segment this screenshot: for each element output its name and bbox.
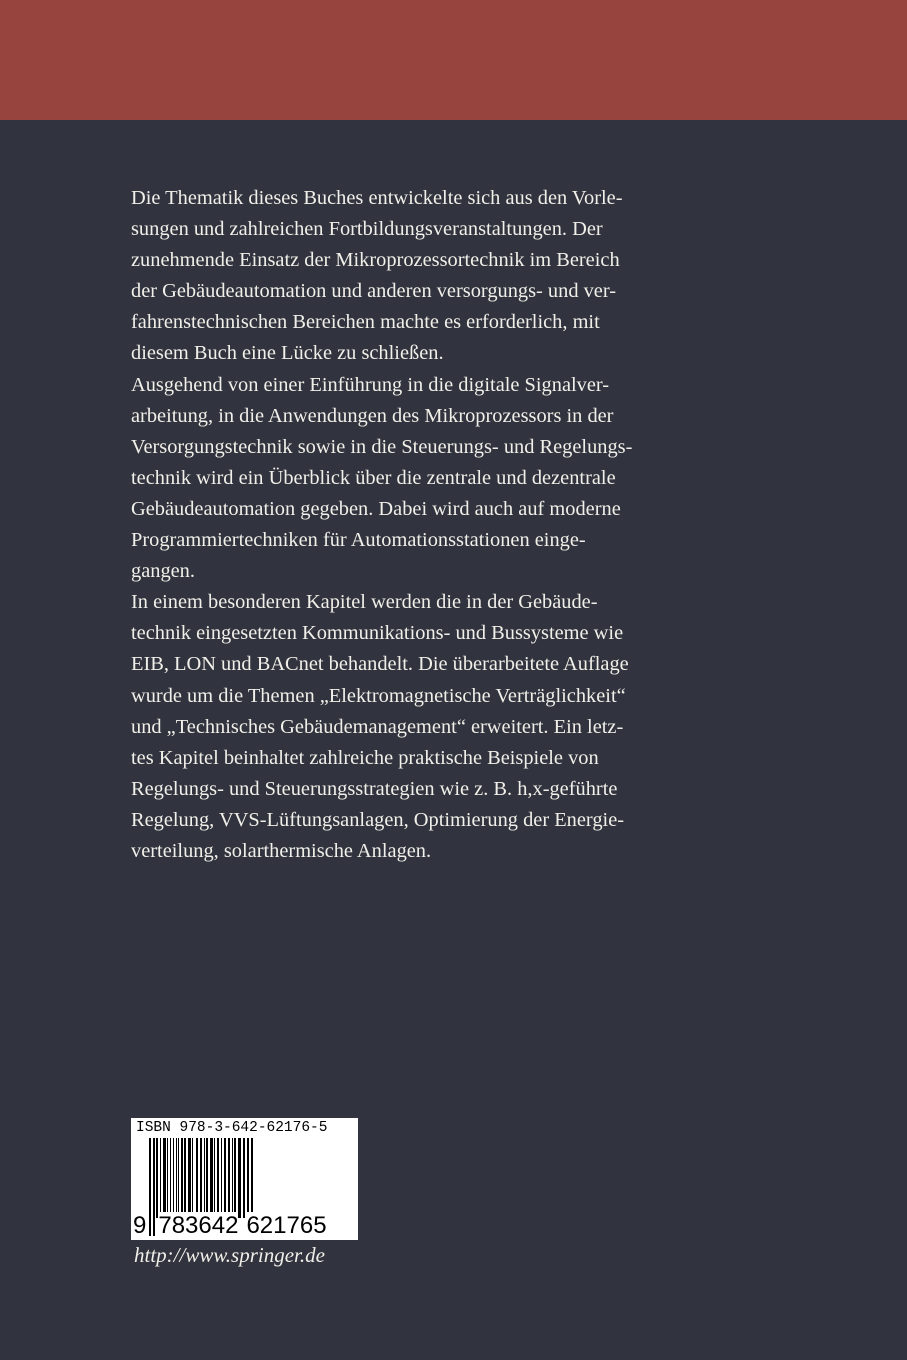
blurb-line: gangen. bbox=[131, 560, 195, 583]
blurb-line: zunehmende Einsatz der Mikroprozessortechnik im Bereich bbox=[131, 249, 620, 272]
barcode-bar bbox=[160, 1138, 161, 1218]
blurb-line: Gebäudeautomation gegeben. Dabei wird auch auf moderne bbox=[131, 497, 621, 520]
blurb-line: technik wird ein Überblick über die zentrale und dezentrale bbox=[131, 466, 616, 489]
isbn-label: ISBN 978-3-642-62176-5 bbox=[136, 1120, 328, 1136]
barcode-bar bbox=[188, 1138, 191, 1218]
barcode-bar bbox=[184, 1138, 186, 1218]
blurb-line: EIB, LON und BACnet behandelt. Die überarbeitete Auflage bbox=[131, 653, 629, 676]
barcode-bar bbox=[163, 1138, 166, 1218]
publisher-url: http://www.springer.de bbox=[134, 1243, 325, 1267]
barcode-bar bbox=[224, 1138, 226, 1218]
blurb-line: Regelungs- und Steuerungsstrategien wie z. B. h,x-geführte bbox=[131, 777, 618, 800]
back-cover-blurb bbox=[131, 183, 643, 867]
blurb-line: tes Kapitel beinhaltet zahlreiche praktische Beispiele von bbox=[131, 746, 599, 769]
barcode-bar bbox=[206, 1138, 208, 1218]
barcode-bar bbox=[173, 1138, 174, 1218]
blurb-line: der Gebäudeautomation und anderen versorgungs- und ver- bbox=[131, 280, 617, 303]
barcode-bar bbox=[221, 1138, 222, 1218]
barcode-bar bbox=[178, 1138, 179, 1218]
barcode-bar bbox=[204, 1138, 205, 1218]
barcode-bar bbox=[228, 1138, 230, 1218]
barcode-bar bbox=[156, 1138, 158, 1218]
barcode-bar bbox=[170, 1138, 171, 1218]
blurb-line: In einem besonderen Kapitel werden die in der Gebäude- bbox=[131, 591, 598, 614]
blurb-line: sungen und zahlreichen Fortbildungsveranstaltungen. Der bbox=[131, 218, 603, 241]
barcode-bar bbox=[238, 1138, 241, 1218]
blurb-line: verteilung, solarthermische Anlagen. bbox=[131, 839, 432, 862]
blurb-line: Programmiertechniken für Automationsstationen einge- bbox=[131, 529, 586, 552]
blurb-line: Regelung, VVS-Lüftungsanlagen, Optimierung der Energie- bbox=[131, 808, 625, 831]
blurb-line: diesem Buch eine Lücke zu schließen. bbox=[131, 342, 444, 365]
barcode-digits-right: 621765 bbox=[246, 1212, 327, 1239]
barcode-digits-left: 783642 bbox=[158, 1212, 239, 1239]
barcode-bar bbox=[167, 1138, 168, 1218]
blurb-line: Ausgehend von einer Einführung in die digitale Signalver- bbox=[131, 373, 610, 396]
barcode-bar bbox=[217, 1138, 219, 1218]
barcode-digits bbox=[133, 1214, 327, 1238]
blurb-line: Die Thematik dieses Buches entwickelte sich aus den Vorle- bbox=[131, 187, 623, 209]
barcode-bar bbox=[192, 1138, 193, 1218]
blurb-line: wurde um die Themen „Elektromagnetische Verträglichkeit“ bbox=[131, 684, 626, 707]
barcode-bar bbox=[214, 1138, 215, 1218]
barcode-bar bbox=[210, 1138, 213, 1218]
isbn-barcode bbox=[131, 1118, 358, 1240]
blurb-line: arbeitung, in die Anwendungen des Mikroprozessors in der bbox=[131, 404, 614, 427]
blurb-line: fahrenstechnischen Bereichen machte es erforderlich, mit bbox=[131, 311, 600, 334]
barcode-bar bbox=[243, 1138, 245, 1218]
barcode-digit-first: 9 bbox=[133, 1212, 147, 1239]
top-color-band bbox=[0, 0, 907, 120]
blurb-line: und „Technisches Gebäudemanagement“ erweitert. Ein letz- bbox=[131, 715, 624, 738]
barcode-bar bbox=[232, 1138, 233, 1218]
barcode-bar bbox=[234, 1138, 236, 1218]
blurb-line: technik eingesetzten Kommunikations- und Bussysteme wie bbox=[131, 622, 624, 645]
barcode-bar bbox=[181, 1138, 183, 1218]
blurb-line: Versorgungstechnik sowie in die Steuerungs- und Regelungs- bbox=[131, 435, 633, 458]
barcode-bar bbox=[176, 1138, 177, 1218]
